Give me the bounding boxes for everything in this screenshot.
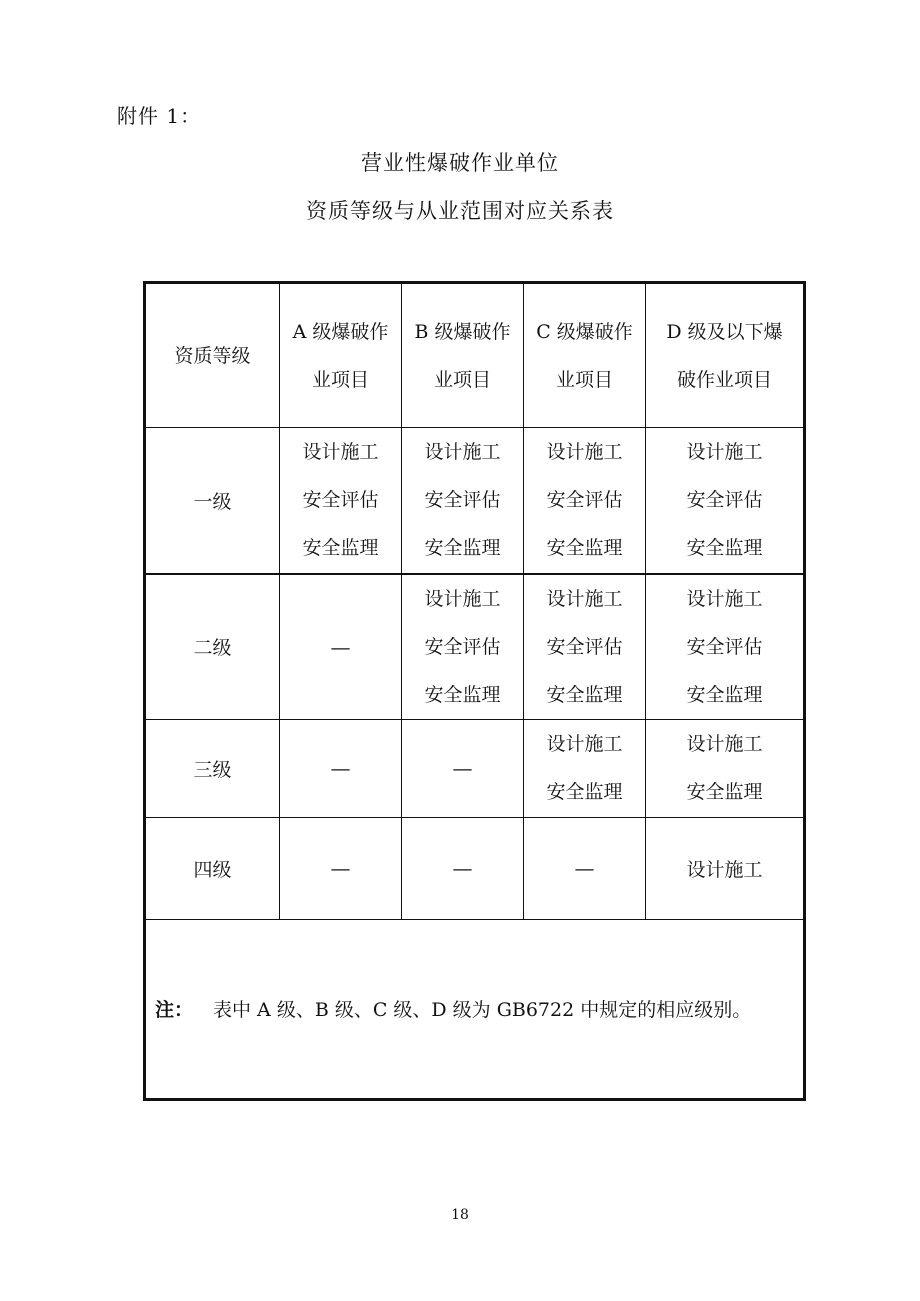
header-cell-d — [646, 283, 805, 428]
scope-cell — [280, 428, 402, 574]
level-cell — [145, 428, 280, 574]
scope-item: 设计施工 — [424, 587, 501, 610]
level-label: 四级 — [193, 858, 232, 881]
level-label: 三级 — [193, 758, 232, 781]
not-applicable-dash: — — [452, 856, 473, 880]
scope-item: 设计施工 — [686, 858, 763, 881]
scope-item: 安全评估 — [302, 489, 379, 512]
scope-item: 安全监理 — [686, 537, 763, 560]
level-label: 一级 — [193, 490, 232, 513]
header-text: 资质等级 — [174, 344, 251, 367]
scope-cell — [524, 574, 646, 720]
scope-item: 安全评估 — [546, 635, 623, 658]
scope-cell — [402, 574, 524, 720]
level-cell — [145, 719, 280, 817]
scope-item: 安全监理 — [424, 683, 501, 706]
scope-cell — [524, 428, 646, 574]
scope-item: 安全监理 — [686, 683, 763, 706]
scope-item: 设计施工 — [424, 441, 501, 464]
scope-cell — [646, 719, 805, 817]
header-cell-level — [145, 283, 280, 428]
scope-item: 设计施工 — [686, 587, 763, 610]
scope-item: 安全评估 — [424, 635, 501, 658]
scope-cell — [524, 817, 646, 919]
scope-item: 设计施工 — [686, 441, 763, 464]
header-cell-a — [280, 283, 402, 428]
table-row-level-2 — [145, 574, 805, 720]
header-text: 破作业项目 — [676, 368, 772, 391]
document-title-line1: 营业性爆破作业单位 — [361, 151, 559, 175]
scope-item: 安全评估 — [686, 635, 763, 658]
not-applicable-dash: — — [330, 756, 351, 780]
scope-item: 安全评估 — [424, 489, 501, 512]
table-row-level-4 — [145, 817, 805, 919]
scope-item: 设计施工 — [546, 441, 623, 464]
scope-item: 安全监理 — [686, 781, 763, 803]
header-text: 业项目 — [433, 368, 491, 391]
note-label: 注： — [155, 999, 194, 1021]
page-number: 18 — [451, 1207, 469, 1223]
table-header-row — [145, 283, 805, 428]
attachment-label: 附件 1： — [117, 104, 202, 128]
scope-cell — [402, 719, 524, 817]
header-text: A 级爆破作 — [292, 320, 389, 343]
scope-item: 设计施工 — [686, 733, 763, 755]
header-text: 业项目 — [555, 368, 613, 391]
level-cell — [145, 817, 280, 919]
note-cell — [145, 919, 805, 1099]
scope-cell — [646, 428, 805, 574]
level-cell — [145, 574, 280, 720]
qualification-scope-table — [143, 281, 806, 1101]
header-text: D 级及以下爆 — [666, 320, 783, 343]
scope-cell — [524, 719, 646, 817]
scope-cell — [402, 428, 524, 574]
header-text: C 级爆破作 — [536, 320, 633, 343]
header-cell-b — [402, 283, 524, 428]
not-applicable-dash: — — [452, 756, 473, 780]
header-text: 业项目 — [311, 368, 369, 391]
scope-cell — [280, 719, 402, 817]
scope-item: 设计施工 — [546, 733, 623, 755]
scope-item: 安全监理 — [546, 537, 623, 560]
scope-item: 安全监理 — [546, 683, 623, 706]
level-label: 二级 — [193, 637, 232, 659]
scope-cell — [280, 817, 402, 919]
scope-item: 安全评估 — [686, 489, 763, 512]
scope-item: 设计施工 — [546, 587, 623, 610]
scope-item: 安全监理 — [302, 537, 379, 560]
scope-cell — [646, 574, 805, 720]
scope-cell — [646, 817, 805, 919]
document-title-line2: 资质等级与从业范围对应关系表 — [306, 199, 614, 223]
scope-cell — [280, 574, 402, 720]
scope-item: 安全评估 — [546, 489, 623, 512]
scope-cell — [402, 817, 524, 919]
table-row-level-3 — [145, 719, 805, 817]
not-applicable-dash: — — [330, 856, 351, 880]
not-applicable-dash: — — [330, 634, 351, 659]
header-text: B 级爆破作 — [414, 320, 511, 343]
table-note-row — [145, 919, 805, 1099]
scope-item: 安全监理 — [546, 781, 623, 803]
scope-item: 安全监理 — [424, 537, 501, 560]
table-row-level-1 — [145, 428, 805, 574]
header-cell-c — [524, 283, 646, 428]
not-applicable-dash: — — [574, 856, 595, 880]
note-text: 表中 A 级、B 级、C 级、D 级为 GB6722 中规定的相应级别。 — [213, 999, 752, 1021]
scope-item: 设计施工 — [302, 441, 379, 464]
